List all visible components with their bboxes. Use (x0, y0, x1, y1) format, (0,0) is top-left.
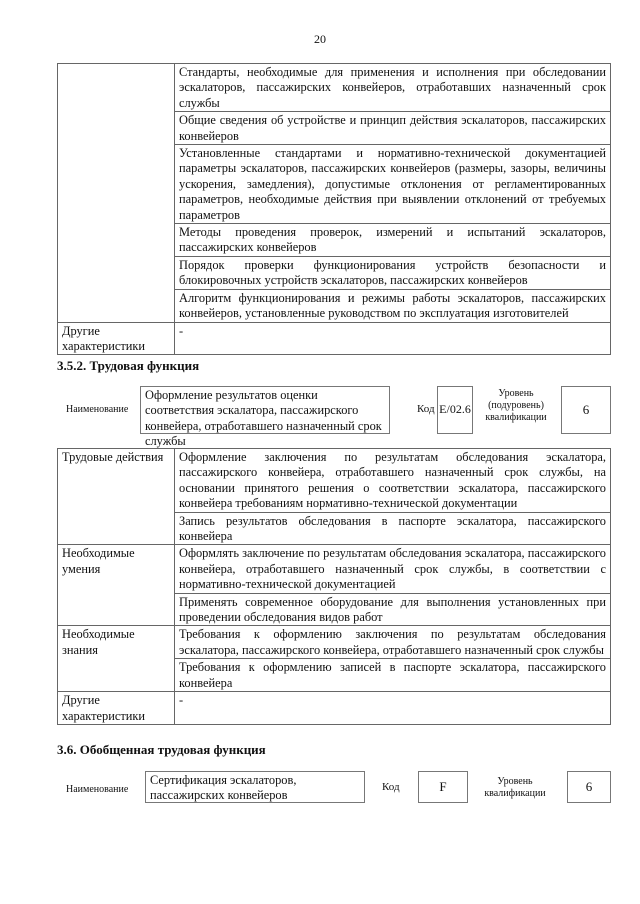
code-field: F (418, 771, 468, 803)
level-label: Уровень квалификации (484, 776, 546, 799)
table-row (58, 692, 611, 725)
row-label: Необходимые знания (58, 626, 175, 692)
code-label: Код (417, 403, 435, 415)
code-field: E/02.6 (437, 386, 473, 434)
row-label: Необходимые умения (58, 545, 175, 626)
table-row (58, 64, 611, 112)
row-cell: Методы проведения проверок, измерений и испытаний эскалаторов, пассажирских конвейеров (175, 224, 611, 257)
row-cell: - (175, 692, 611, 725)
level-field: 6 (561, 386, 611, 434)
level-label: Уровень (подуровень) квалификации (485, 388, 547, 423)
row-cell: Установленные стандартами и нормативно-технической документацией параметры эскалаторов, пассажирских конвейеров (размеры, зазоры, величины ускорения, замедления), допустимые отклонения от регламентированных параметров, необходимые действия при выявлении отклонений от требуемых параметров (175, 145, 611, 224)
row-cell: Стандарты, необходимые для применения и исполнения при обследовании эскалаторов, пассажирских конвейеров, отработавших назначенный срок службы (175, 64, 611, 112)
row-cell: Запись результатов обследования в паспорте эскалатора, пассажирского конвейера (175, 512, 611, 545)
row-cell: Оформлять заключение по результатам обследования эскалатора, пассажирского конвейера, отработавшего назначенный срок службы, в соответствии с нормативно-технической документацией (175, 545, 611, 593)
row-cell: Порядок проверки функционирования устройств безопасности и блокировочных устройств эскалаторов, пассажирских конвейеров (175, 256, 611, 289)
row-cell: Требования к оформлению заключения по результатам обследования эскалатора, пассажирского конвейера, отработавшего назначенный срок службы (175, 626, 611, 659)
knowledge-table (57, 63, 611, 355)
row-label: Другие характеристики (58, 322, 175, 355)
row-cell: Общие сведения об устройстве и принцип действия эскалаторов, пассажирских конвейеров (175, 112, 611, 145)
row-label (58, 64, 175, 323)
row-label: Другие характеристики (58, 692, 175, 725)
table-row (58, 449, 611, 513)
row-cell: Применять современное оборудование для выполнения установленных при проведении обследования видов работ (175, 593, 611, 626)
row-label: Трудовые действия (58, 449, 175, 545)
row-cell: Требования к оформлению записей в паспорте эскалатора, пассажирского конвейера (175, 659, 611, 692)
labor-function-table (57, 448, 611, 725)
row-cell: Оформление заключения по результатам обследования эскалатора, пассажирского конвейера, отработавшего назначенный срок службы, на основании принятого решения о соответствии эскалатора, пассажирского конвейера требованиям нормативно-технической документации (175, 449, 611, 513)
function-name-field: Сертификация эскалаторов, пассажирских конвейеров (145, 771, 365, 803)
name-label: Наименование (66, 404, 129, 415)
row-cell: - (175, 322, 611, 355)
table-row (58, 545, 611, 593)
section-heading: 3.6. Обобщенная трудовая функция (57, 742, 266, 757)
table-row (58, 322, 611, 355)
section-heading: 3.5.2. Трудовая функция (57, 358, 200, 373)
code-label: Код (382, 781, 400, 793)
level-field: 6 (567, 771, 611, 803)
table-row (58, 626, 611, 659)
function-name-field: Оформление результатов оценки соответствия эскалатора, пассажирского конвейера, отработавшего назначенный срок службы (140, 386, 390, 434)
page-number: 20 (314, 32, 326, 46)
row-cell: Алгоритм функционирования и режимы работы эскалаторов, пассажирских конвейеров, установленные руководством по эксплуатация изготовителей (175, 289, 611, 322)
name-label: Наименование (66, 784, 129, 795)
